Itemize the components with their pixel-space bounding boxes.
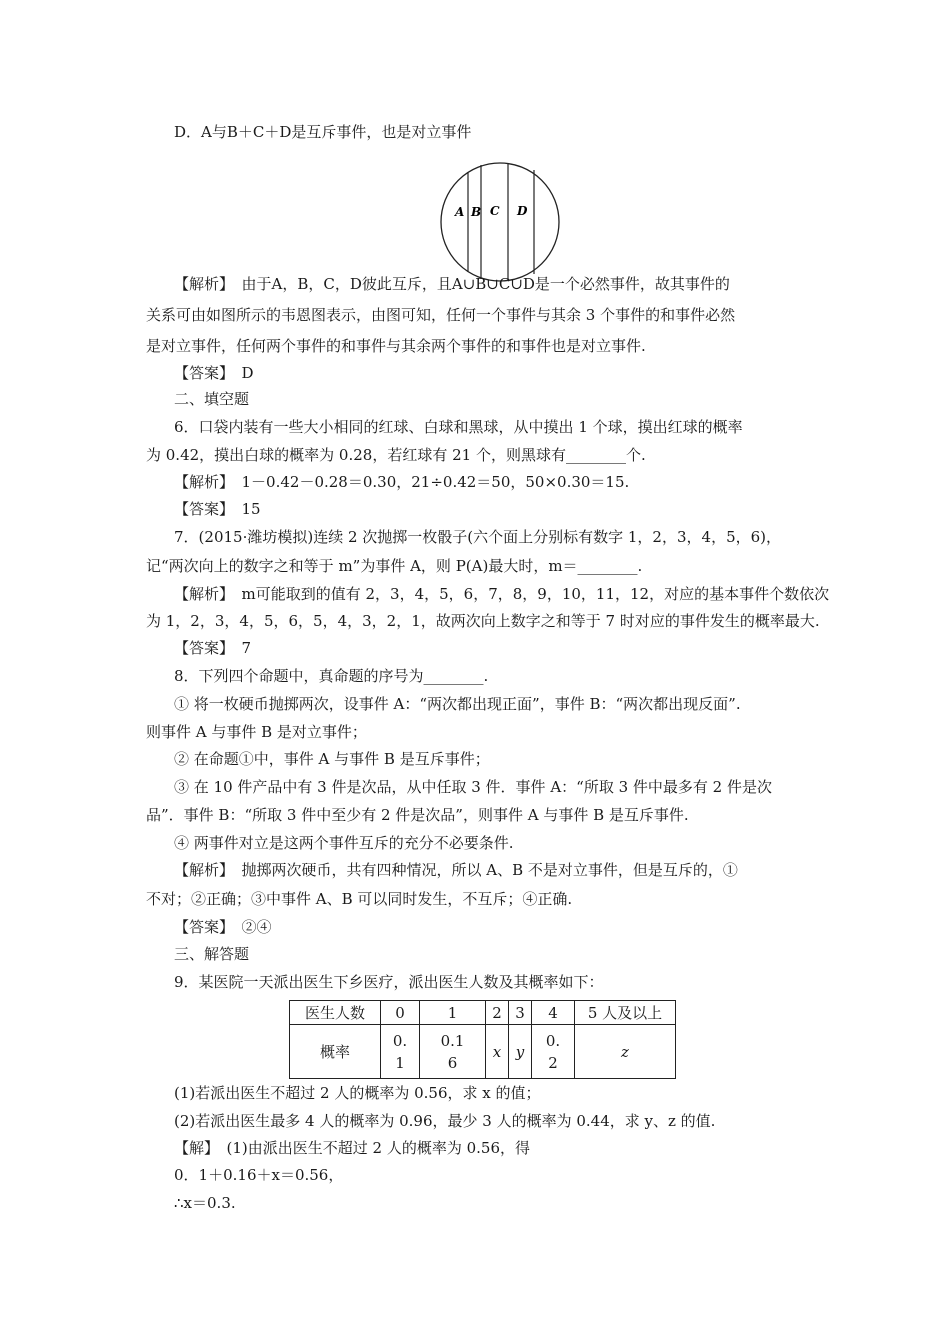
q8-line1: 8．下列四个命题中，真命题的序号为________.: [174, 667, 489, 685]
table-row: [290, 1025, 676, 1079]
section-fill-blank-heading: 二、填空题: [174, 390, 250, 408]
table-header-cell: 3: [509, 1001, 532, 1025]
table-header-cell: 5 人及以上: [575, 1001, 676, 1025]
q8-item1-line2: 则事件 A 与事件 B 是对立事件；: [146, 723, 367, 741]
q9-solution-line1: 【解】 (1)由派出医生不超过 2 人的概率为 0.56，得: [174, 1139, 530, 1157]
table-cell: z: [575, 1025, 676, 1079]
q8-item3-line1: ③ 在 10 件产品中有 3 件是次品，从中任取 3 件．事件 A：“所取 3 件中最多有 2 件是次: [174, 778, 772, 796]
q5-analysis-line2: 关系可由如图所示的韦恩图表示，由图可知，任何一个事件与其余 3 个事件的和事件必然: [146, 306, 736, 324]
q7-answer: 【答案】 7: [174, 639, 252, 657]
q6-answer: 【答案】 15: [174, 500, 261, 518]
q6-line2: 为 0.42，摸出白球的概率为 0.28，若红球有 21 个，则黑球有________个.: [146, 446, 646, 464]
table-cell: 概率: [290, 1025, 381, 1079]
q7-analysis-line1: 【解析】 m可能取到的值有 2，3，4，5，6，7，8，9，10，11，12，对应的基本事件个数依次: [174, 585, 830, 603]
section-answer-heading: 三、解答题: [174, 945, 250, 963]
table-cell: 0.1 6: [420, 1025, 486, 1079]
q8-analysis-line1: 【解析】 抛掷两次硬币，共有四种情况，所以 A、B 不是对立事件，但是互斥的，①: [174, 861, 738, 879]
q9-solution-line2: 0．1＋0.16＋x＝0.56，: [174, 1166, 344, 1184]
venn-diagram: [438, 160, 562, 284]
q6-analysis: 【解析】 1－0.42－0.28＝0.30，21÷0.42＝50，50×0.30＝15.: [174, 473, 630, 491]
q8-item2: ② 在命题①中，事件 A 与事件 B 是互斥事件；: [174, 750, 490, 768]
table-header-cell: 1: [420, 1001, 486, 1025]
q8-item3-line2: 品”．事件 B：“所取 3 件中至少有 2 件是次品”，则事件 A 与事件 B 是互斥事件.: [146, 806, 689, 824]
table-header-cell: 2: [486, 1001, 509, 1025]
table-header-cell: 4: [532, 1001, 575, 1025]
q5-analysis-line1: 【解析】 由于A，B，C，D彼此互斥，且A∪B∪C∪D是一个必然事件，故其事件的: [174, 275, 730, 293]
table-header-cell: 医生人数: [290, 1001, 381, 1025]
venn-label-b: B: [471, 205, 482, 219]
table-cell: x: [486, 1025, 509, 1079]
q7-line2: 记“两次向上的数字之和等于 m”为事件 A，则 P(A)最大时，m＝________.: [146, 557, 643, 575]
option-d: D．A与B＋C＋D是互斥事件，也是对立事件: [174, 123, 472, 141]
venn-label-c: C: [490, 204, 500, 218]
probability-table: [289, 1000, 676, 1079]
q7-line1: 7．(2015·潍坊模拟)连续 2 次抛掷一枚骰子(六个面上分别标有数字 1，2，3，4，5，6)，: [174, 528, 782, 546]
q9-solution-line3: ∴x＝0.3.: [174, 1194, 236, 1212]
q5-analysis-line3: 是对立事件，任何两个事件的和事件与其余两个事件的和事件也是对立事件.: [146, 337, 646, 355]
q8-item4: ④ 两事件对立是这两个事件互斥的充分不必要条件.: [174, 834, 514, 852]
q9-line1: 9．某医院一天派出医生下乡医疗，派出医生人数及其概率如下：: [174, 973, 604, 991]
q9-sub1: (1)若派出医生不超过 2 人的概率为 0.56，求 x 的值；: [174, 1084, 541, 1102]
q5-answer: 【答案】 D: [174, 364, 254, 382]
q6-line1: 6．口袋内装有一些大小相同的红球、白球和黑球，从中摸出 1 个球，摸出红球的概率: [174, 418, 743, 436]
table-cell: 0. 2: [532, 1025, 575, 1079]
venn-label-a: A: [455, 205, 465, 219]
venn-label-d: D: [517, 204, 528, 218]
q7-analysis-line2: 为 1，2，3，4，5，6，5，4，3，2，1，故两次向上数字之和等于 7 时对应的事件发生的概率最大.: [146, 612, 820, 630]
q9-sub2: (2)若派出医生最多 4 人的概率为 0.96，最少 3 人的概率为 0.44，求 y、z 的值.: [174, 1112, 716, 1130]
q8-analysis-line2: 不对；②正确；③中事件 A、B 可以同时发生，不互斥；④正确.: [146, 890, 573, 908]
q8-item1-line1: ① 将一枚硬币抛掷两次，设事件 A：“两次都出现正面”，事件 B：“两次都出现反面”.: [174, 695, 741, 713]
table-header-cell: 0: [381, 1001, 420, 1025]
table-cell: y: [509, 1025, 532, 1079]
table-row: [290, 1001, 676, 1025]
q8-answer: 【答案】 ②④: [174, 918, 272, 936]
table-cell: 0. 1: [381, 1025, 420, 1079]
